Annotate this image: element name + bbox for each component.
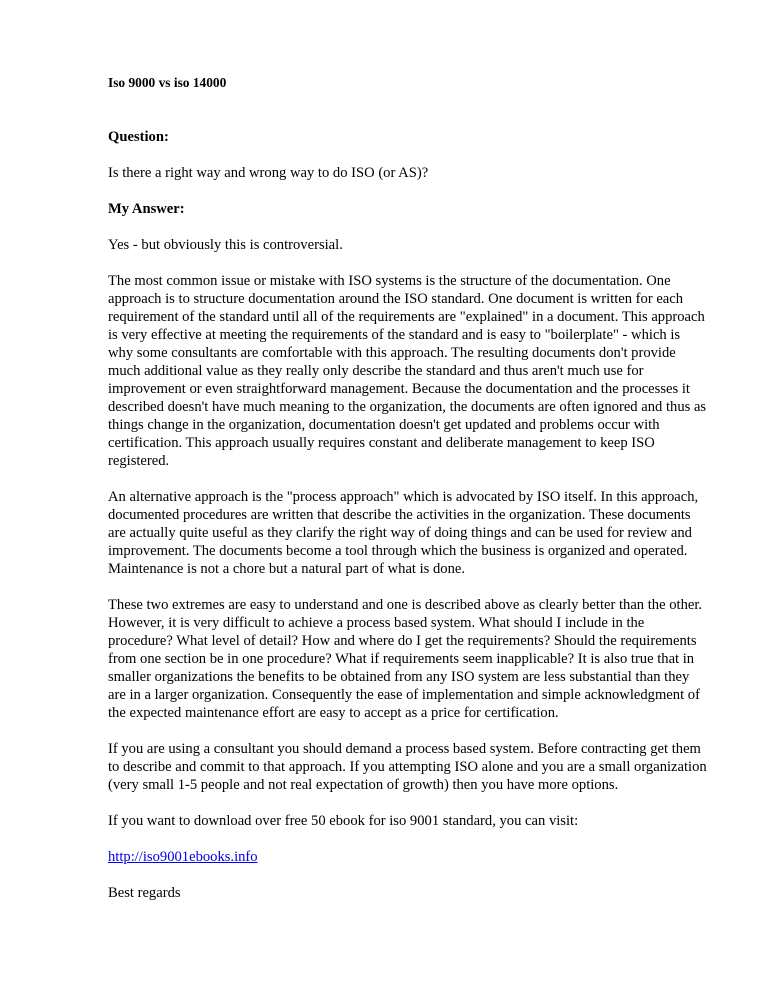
ebook-link-line <box>108 848 708 866</box>
answer-paragraph-6: If you want to download over free 50 ebook for iso 9001 standard, you can visit: <box>108 813 579 829</box>
question-label: Question: <box>108 129 169 145</box>
answer-paragraph-5: If you are using a consultant you should demand a process based system. Before contracting get them to describe and commit to that approach. If you attempting ISO alone and you are a small organization (very small 1-5 people and not real expectation of growth) then you have more options. <box>108 741 707 793</box>
answer-paragraph-3: An alternative approach is the "process approach" which is advocated by ISO itself. In this approach, documented procedures are written that describe the activities in the organization. These documents are actually quite useful as they clarify the right way of doing things and can be used for review and improvement. The documents become a tool through which the business is organized and operated. Maintenance is not a chore but a natural part of what is done. <box>108 489 699 577</box>
question-text: Is there a right way and wrong way to do ISO (or AS)? <box>108 165 429 181</box>
answer-paragraph-2: The most common issue or mistake with ISO systems is the structure of the documentation. One approach is to structure documentation around the ISO standard. One document is written for each requirement of the standard until all of the requirements are "explained" in a document. This approach is very effective at meeting the requirements of the standard and is easy to "boilerplate" - which is why some consultants are comfortable with this approach. The resulting documents don't provide much additional value as they really only describe the standard and thus aren't much use for improvement or even straightforward management. Because the documentation and the processes it described doesn't have much meaning to the organization, the documents are often ignored and thus as things change in the organization, documentation doesn't get updated and problems occur with certification. This approach usually requires constant and deliberate management to keep ISO registered. <box>108 273 707 469</box>
closing-text: Best regards <box>108 885 181 901</box>
answer-paragraph-1: Yes - but obviously this is controversial. <box>108 237 343 253</box>
ebook-link[interactable]: http://iso9001ebooks.info <box>108 849 258 865</box>
answer-label: My Answer: <box>108 201 185 217</box>
document-title: Iso 9000 vs iso 14000 <box>108 75 227 90</box>
answer-paragraph-4: These two extremes are easy to understand and one is described above as clearly better than the other. However, it is very difficult to achieve a process based system. What should I include in the procedure? What level of detail? How and where do I get the requirements? Should the requirements from one section be in one procedure? What if requirements seem inapplicable? It is also true that in smaller organizations the benefits to be obtained from any ISO system are less substantial than they are in a larger organization. Consequently the ease of implementation and simple acknowledgment of the expected maintenance effort are easy to accept as a price for certification. <box>108 597 703 721</box>
document-page <box>108 74 708 920</box>
